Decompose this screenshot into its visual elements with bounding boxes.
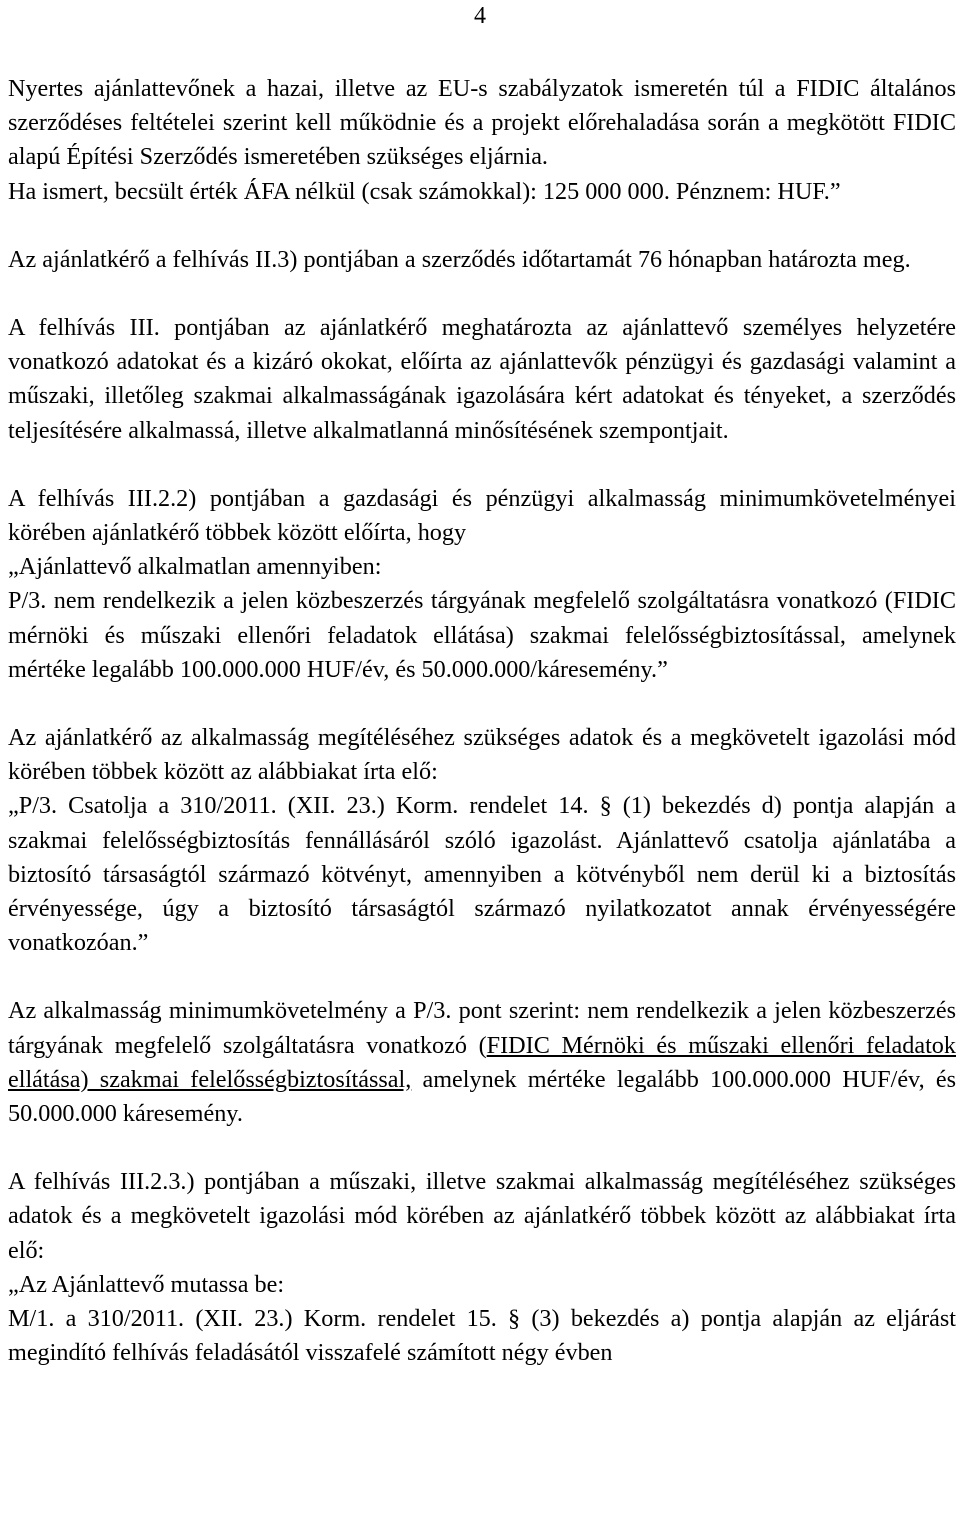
paragraph-m1-requirement: M/1. a 310/2011. (XII. 23.) Korm. rendelet 15. § (3) bekezdés a) pontja alapján az eljárást megindító felhívás feladásától visszafelé számított négy évben xyxy=(8,1305,956,1367)
minimum-requirement-underlined: FIDIC Mérnöki és műszaki ellenőri feladatok ellátása) szakmai felelősségbiztosítással, xyxy=(8,1031,956,1093)
paragraph-contract-duration: Az ajánlatkérő a felhívás II.3) pontjában a szerződés időtartamát 76 hónapban határozta meg. xyxy=(8,245,911,273)
paragraph-section-iii: A felhívás III. pontjában az ajánlatkérő meghatározta az ajánlattevő személyes helyzetére vonatkozó adatokat és a kizáró okokat, előírta az ajánlattevők pénzügyi és gazdasági valamint a műszaki, illetőleg szakmai alkalmasságának igazolására kért adatokat és tényeket, a szerződés teljesítésére alkalmassá, illetve alkalmatlanná minősítésének szempontjait. xyxy=(8,314,956,444)
page-number: 4 xyxy=(474,3,486,29)
document-body xyxy=(8,72,956,1371)
paragraph-contractor-fidic: Nyertes ajánlattevőnek a hazai, illetve az EU-s szabályzatok ismeretén túl a FIDIC általános szerződéses feltételei szerint kell működnie és a projekt előrehaladása során a megkötött FIDIC alapú Építési Szerződés ismeretében szükséges eljárnia. xyxy=(8,75,956,171)
paragraph-unsuitable-if: „Ajánlattevő alkalmatlan amennyiben: xyxy=(8,553,382,581)
paragraph-estimated-value: Ha ismert, becsült érték ÁFA nélkül (csak számokkal): 125 000 000. Pénznem: HUF.” xyxy=(8,177,841,205)
paragraph-present-list: „Az Ajánlattevő mutassa be: xyxy=(8,1270,285,1298)
paragraph-minimum-requirement xyxy=(8,994,956,1131)
minimum-requirement-text-end: amelynek mértéke legalább 100.000.000 HUF/év, és 50.000.000 káresemény. xyxy=(8,1065,957,1128)
paragraph-verification-intro: Az ajánlatkérő az alkalmasság megítéléséhez szükséges adatok és a megkövetelt igazolási mód körében többek között az alábbiakat írta elő: xyxy=(8,724,956,786)
paragraph-section-iii-2-3: A felhívás III.2.3.) pontjában a műszaki, illetve szakmai alkalmasság megítéléséhez szükséges adatok és a megkövetelt igazolási mód körében az ajánlatkérő többek között az alábbiakat írta elő: xyxy=(8,1168,956,1264)
paragraph-p3-verification: „P/3. Csatolja a 310/2011. (XII. 23.) Korm. rendelet 14. § (1) bekezdés d) pontja alapján a szakmai felelősségbiztosítás fennállásáról szóló igazolást. Ajánlattevő csatolja ajánlatába a biztosító társaságtól származó kötvényt, amennyiben a kötvényből nem derül ki a biztosítás érvényessége, úgy a biztosító társaságtól származó nyilatkozatot annak érvényességére vonatkozóan.” xyxy=(8,792,956,957)
paragraph-p3-requirement: P/3. nem rendelkezik a jelen közbeszerzés tárgyának megfelelő szolgáltatásra vonatkozó (FIDIC mérnöki és műszaki ellenőri feladatok ellátása) szakmai felelősségbiztosítással, amelynek mértéke legalább 100.000.000 HUF/év, és 50.000.000/káresemény.” xyxy=(8,587,956,683)
paragraph-section-iii-2-2: A felhívás III.2.2) pontjában a gazdasági és pénzügyi alkalmasság minimumkövetelményei körében ajánlatkérő többek között előírta, hogy xyxy=(8,484,956,547)
minimum-requirement-text-start: Az alkalmasság minimumkövetelmény a P/3. pont szerint: nem rendelkezik a jelen közbeszerzés tárgyának megfelelő szolgáltatásra vonatkozó ( xyxy=(8,997,956,1059)
